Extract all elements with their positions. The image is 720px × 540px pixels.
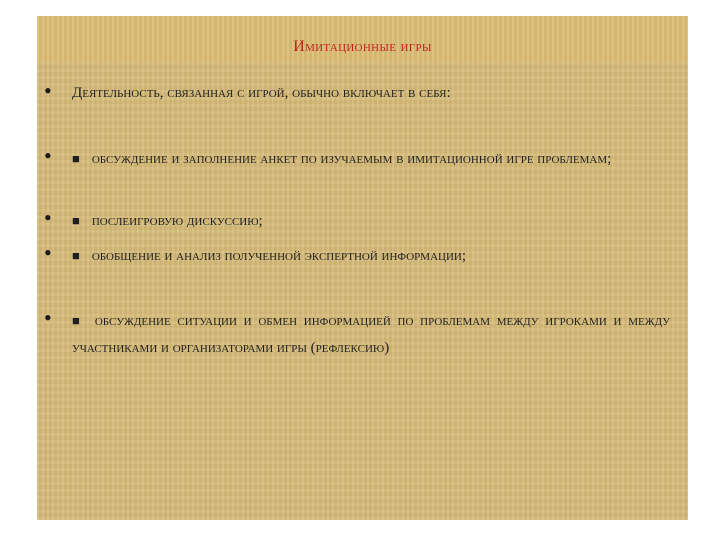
square-bullet-icon: ■ (72, 151, 80, 166)
item-text: Деятельность, связанная с игрой, обычно включает в себя: (72, 85, 451, 101)
item-text: послеигровую дискуссию; (91, 213, 263, 229)
list-item (72, 307, 670, 362)
square-bullet-icon: ■ (72, 213, 80, 228)
slide-title: Имитационные игры (293, 38, 432, 55)
bullet-dot: • (44, 305, 52, 330)
item-text: обсуждение ситуации и обмен информацией по проблемам между игроками и между участниками и организаторами игры (рефлексию) (72, 313, 670, 356)
bullet-dot: • (44, 143, 52, 168)
bullet-dot: • (44, 78, 52, 103)
list-item (72, 145, 670, 173)
list-item (72, 242, 670, 270)
bullet-dot: • (44, 205, 52, 230)
list-item (72, 207, 670, 235)
item-text: обобщение и анализ полученной экспертной информации; (91, 248, 467, 264)
square-bullet-icon: ■ (72, 248, 80, 263)
item-text: обсуждение и заполнение анкет по изучаемым в имитационной игре проблемам; (91, 151, 612, 167)
square-bullet-icon: ■ (72, 313, 83, 328)
list-item (72, 80, 670, 107)
bullet-dot: • (44, 240, 52, 265)
